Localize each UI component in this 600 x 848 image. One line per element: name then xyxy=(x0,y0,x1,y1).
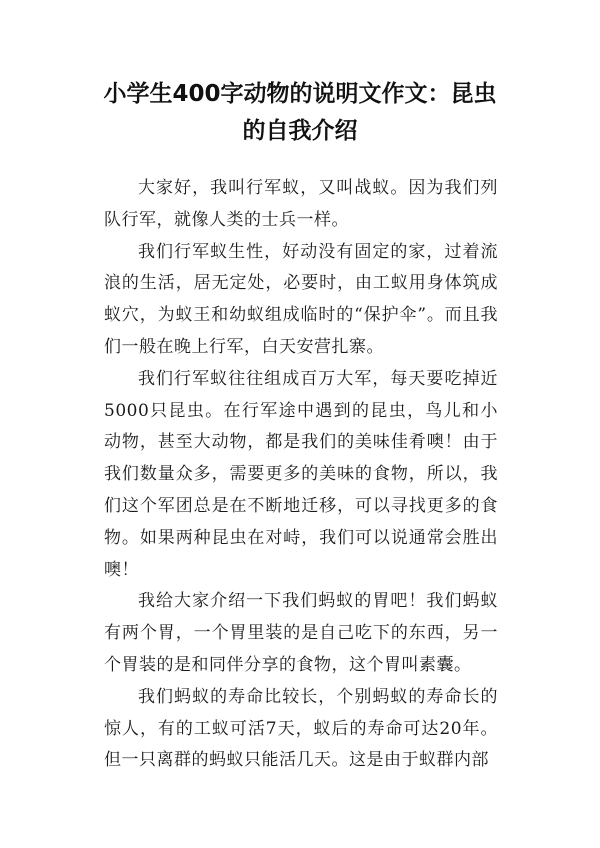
document-body xyxy=(104,173,498,777)
paragraph-4: 我给大家介绍一下我们蚂蚁的胃吧！我们蚂蚁有两个胃，一个胃里装的是自己吃下的东西，另一个胃装的是和同伴分享的食物，这个胃叫素囊。 xyxy=(104,591,498,675)
paragraph-2: 我们行军蚁生性，好动没有固定的家，过着流浪的生活，居无定处，必要时，由工蚁用身体筑成蚁穴，为蚁王和幼蚁组成临时的“保护伞”。而且我们一般在晚上行军，白天安营扎寨。 xyxy=(104,241,498,357)
paragraph-3: 我们行军蚁往往组成百万大军，每天要吃掉近5000只昆虫。在行军途中遇到的昆虫，鸟儿和小动物，甚至大动物，都是我们的美味佳肴噢！由于我们数量众多，需要更多的美味的食物，所以，我们这个军团总是在不断地迁移，可以寻找更多的食物。如果两种昆虫在对峙，我们可以说通常会胜出噢！ xyxy=(104,368,498,580)
paragraph-1: 大家好，我叫行军蚁，又叫战蚁。因为我们列队行军，就像人类的士兵一样。 xyxy=(104,178,498,230)
paragraph-5: 我们蚂蚁的寿命比较长，个别蚂蚁的寿命长的惊人，有的工蚁可活7天，蚁后的寿命可达20年。但一只离群的蚂蚁只能活几天。这是由于蚁群内部 xyxy=(104,686,498,771)
document-title: 小学生400字动物的说明文作文：昆虫的自我介绍 xyxy=(103,81,497,144)
